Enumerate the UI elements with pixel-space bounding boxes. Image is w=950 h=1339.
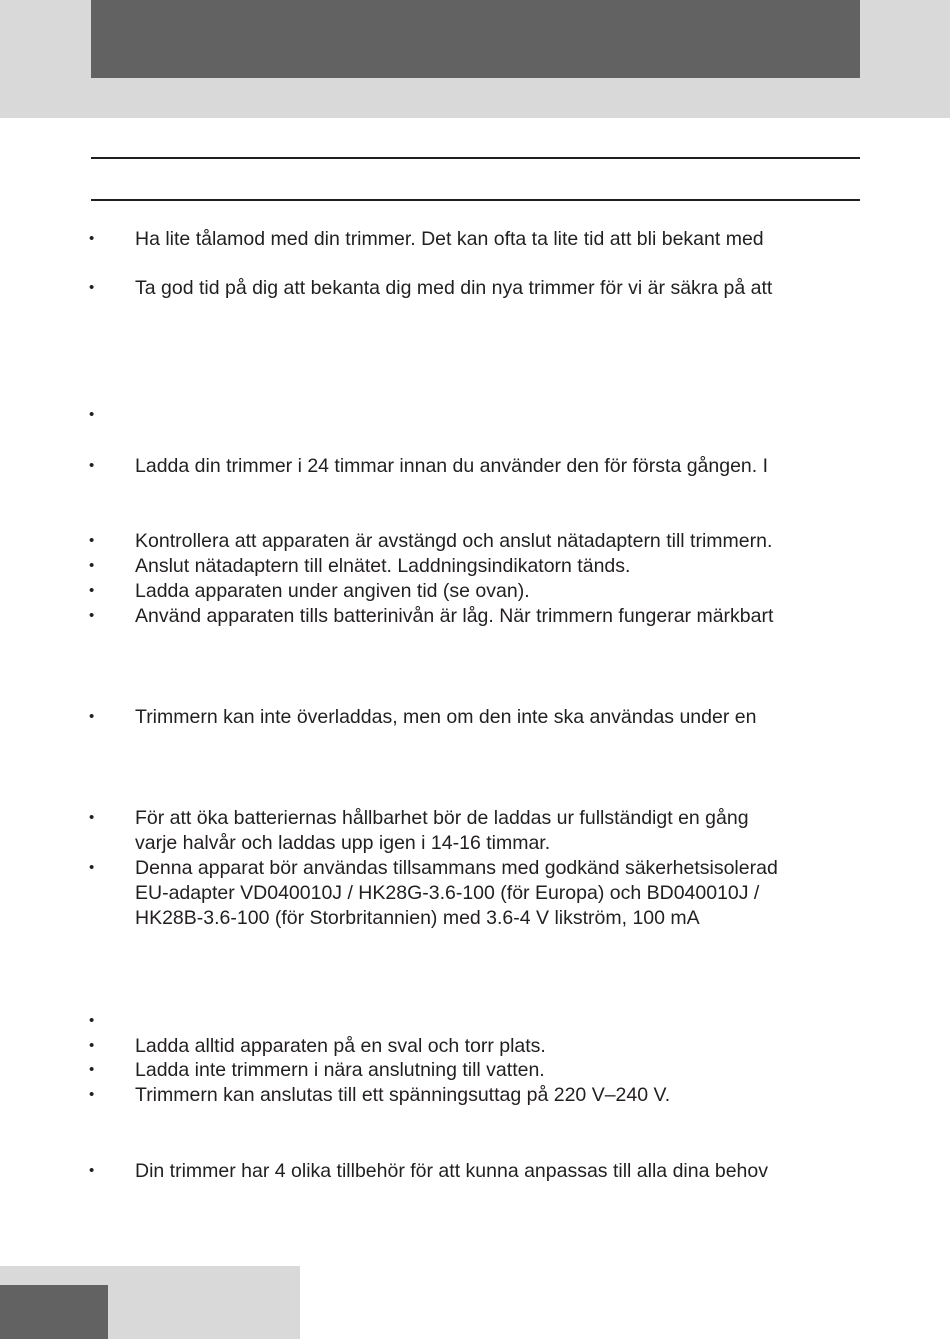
bullet-marker: • — [89, 607, 95, 624]
bullet-marker: • — [89, 1037, 95, 1054]
list-item-text: Ladda alltid apparaten på en sval och torr plats. — [135, 1035, 546, 1057]
list-item-text: Ha lite tålamod med din trimmer. Det kan ofta ta lite tid att bli bekant med — [135, 228, 764, 250]
list-item-text-line-2: EU-adapter VD040010J / HK28G-3.6-100 (för Europa) och BD040010J / — [135, 882, 760, 904]
list-item-text: Trimmern kan inte överladdas, men om den inte ska användas under en — [135, 706, 757, 728]
bullet-marker: • — [89, 532, 95, 549]
list-item-text: Använd apparaten tills batterinivån är låg. När trimmern fungerar märkbart — [135, 605, 774, 627]
list-item-text: Ladda din trimmer i 24 timmar innan du använder den för första gången. I — [135, 455, 769, 477]
list-item-text-line-2: varje halvår och laddas upp igen i 14-16 timmar. — [135, 832, 551, 854]
bullet-marker: • — [89, 457, 95, 474]
section-rule-bottom — [91, 199, 860, 201]
bullet-marker: • — [89, 859, 95, 876]
list-item-text: Trimmern kan anslutas till ett spänningsuttag på 220 V–240 V. — [135, 1084, 671, 1106]
list-item-text-line-3: HK28B-3.6-100 (för Storbritannien) med 3.6-4 V likström, 100 mA — [135, 907, 700, 929]
list-item-text: Din trimmer har 4 olika tillbehör för att kunna anpassas till alla dina behov — [135, 1160, 768, 1182]
bullet-marker: • — [89, 1012, 95, 1029]
list-item-text: Ladda inte trimmern i nära anslutning till vatten. — [135, 1059, 545, 1081]
bullet-marker: • — [89, 1162, 95, 1179]
bullet-marker: • — [89, 809, 95, 826]
list-item-text: Ta god tid på dig att bekanta dig med din nya trimmer för vi är säkra på att — [135, 277, 773, 299]
bullet-marker: • — [89, 230, 95, 247]
header-title-block — [91, 0, 860, 78]
bullet-marker: • — [89, 279, 95, 296]
bullet-marker: • — [89, 582, 95, 599]
list-item-text: Ladda apparaten under angiven tid (se ovan). — [135, 580, 530, 602]
page-number-block — [0, 1285, 108, 1339]
section-rule-top — [91, 157, 860, 159]
bullet-marker: • — [89, 1061, 95, 1078]
bullet-marker: • — [89, 708, 95, 725]
bullet-marker: • — [89, 557, 95, 574]
bullet-marker: • — [89, 1086, 95, 1103]
list-item-text: Kontrollera att apparaten är avstängd och anslut nätadaptern till trimmern. — [135, 530, 773, 552]
list-item-text: Anslut nätadaptern till elnätet. Laddningsindikatorn tänds. — [135, 555, 631, 577]
list-item-text-line-1: För att öka batteriernas hållbarhet bör de laddas ur fullständigt en gång — [135, 807, 749, 829]
bullet-marker: • — [89, 406, 95, 423]
list-item-text-line-1: Denna apparat bör användas tillsammans med godkänd säkerhetsisolerad — [135, 857, 778, 879]
